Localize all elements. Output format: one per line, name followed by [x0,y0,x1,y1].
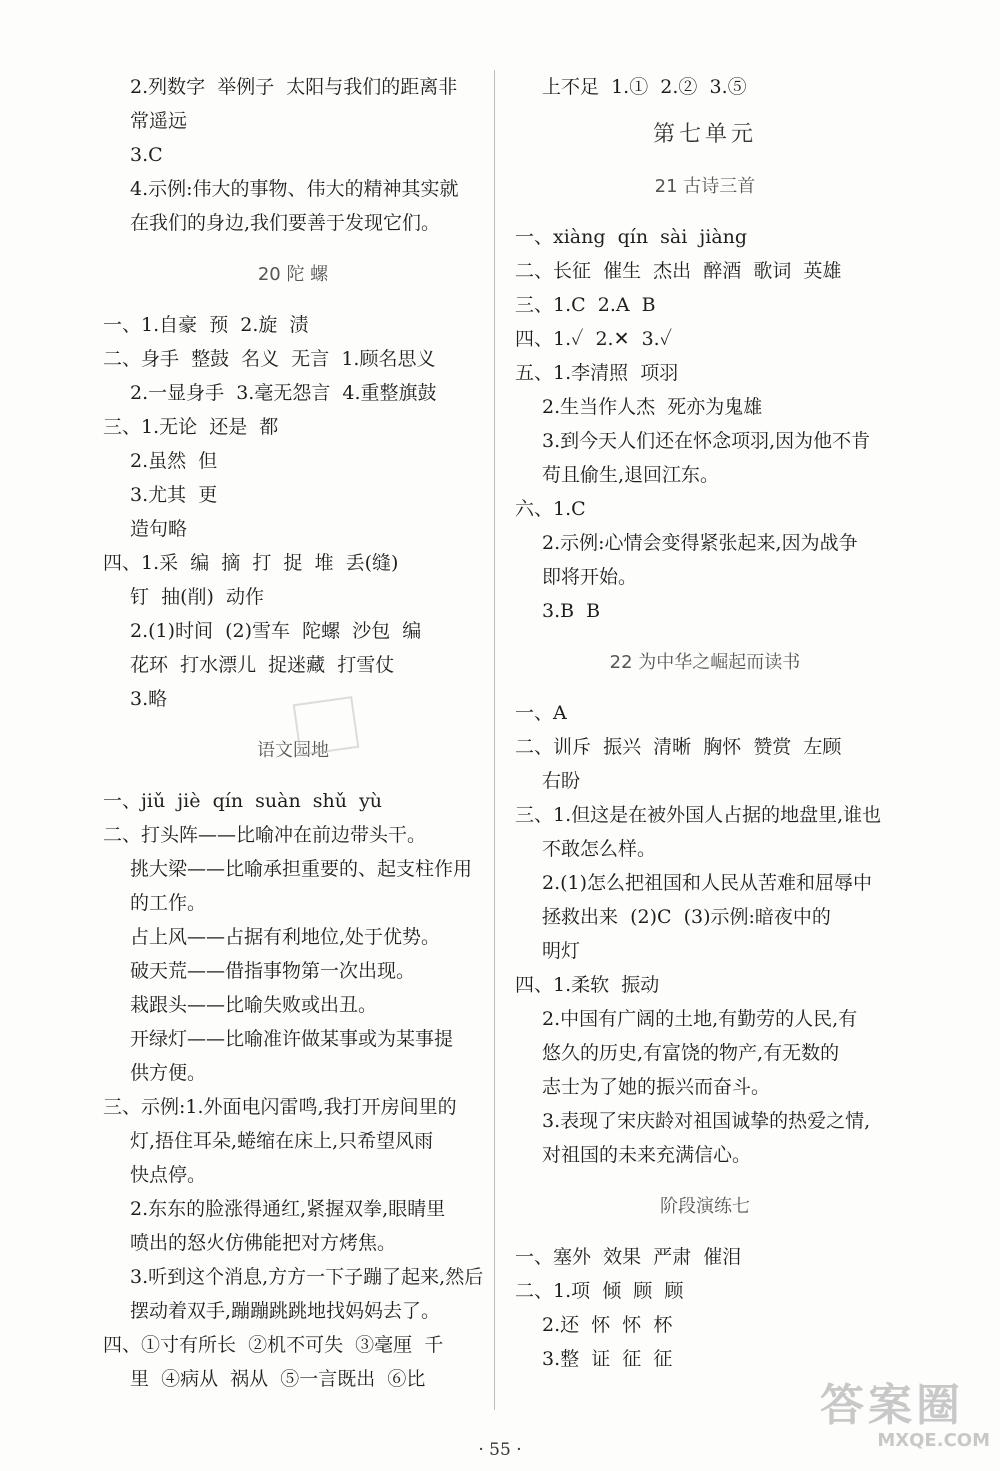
answer-line: 二、1.项 倾 顾 顾 [515,1280,684,1302]
answer-line: 3.B B [542,600,601,622]
left-column [103,70,483,1396]
answer-line: 2.中国有广阔的土地,有勤劳的人民,有 [542,1008,858,1030]
watermark-sub: MXQE.COM [877,1430,990,1451]
column-divider [494,70,495,1410]
answer-line: 五、1.李清照 项羽 [515,362,679,384]
answer-line: 即将开始。 [542,566,638,588]
answer-line: 供方便。 [130,1062,207,1084]
answer-line: 一、1.自豪 预 2.旋 渍 [103,314,309,336]
answer-line: 2.虽然 但 [130,450,218,472]
answer-line: 四、①寸有所长 ②机不可失 ③毫厘 千 [103,1334,444,1356]
answer-line: 2.生当作人杰 死亦为鬼雄 [542,396,763,418]
answer-line: 一、A [515,702,567,724]
page-number: · 55 · [478,1440,522,1460]
answer-line: 二、训斥 振兴 清晰 胸怀 赞赏 左顾 [515,736,842,758]
stamp-mark [293,696,360,756]
answer-line: 喷出的怒火仿佛能把对方烤焦。 [130,1232,397,1254]
answer-line: 二、身手 整鼓 名义 无言 1.顾名思义 [103,348,436,370]
answer-line: 苟且偷生,退回江东。 [542,464,720,486]
answer-line: 悠久的历史,有富饶的物产,有无数的 [542,1042,840,1064]
answer-line: 一、jiǔ jiè qín suàn shǔ yù [103,790,383,812]
answer-line: 三、1.C 2.A B [515,294,656,316]
answer-line: 挑大梁——比喻承担重要的、起支柱作用 [130,858,473,880]
answer-line: 四、1.✓ 2.✕ 3.✓ [515,328,672,350]
answer-line: 快点停。 [130,1164,207,1186]
right-column [515,70,895,1376]
answer-line: 右盼 [542,770,581,792]
answer-line: 钉 抽(削) 动作 [130,586,264,608]
answer-line: 明灯 [542,940,581,962]
answer-line: 2.(1)时间 (2)雪车 陀螺 沙包 编 [130,620,422,642]
answer-line: 上不足 1.① 2.② 3.⑤ [542,76,747,98]
answer-line: 二、长征 催生 杰出 醉酒 歌词 英雄 [515,260,842,282]
answer-line: 3.尤其 更 [130,484,218,506]
answer-line: 四、1.柔软 振动 [515,974,660,996]
answer-line: 2.东东的脸涨得通红,紧握双拳,眼睛里 [130,1198,446,1220]
answer-line: 对祖国的未来充满信心。 [542,1144,752,1166]
answer-line: 四、1.采 编 摘 打 捉 堆 丢(缝) [103,552,399,574]
answer-line: 3.听到这个消息,方方一下子蹦了起来,然后 [130,1266,484,1288]
answer-line: 不敢怎么样。 [542,838,657,860]
answer-line: 2.还 怀 怀 杯 [542,1314,673,1336]
watermark-logo [820,1381,990,1461]
answer-line: 灯,捂住耳朵,蜷缩在床上,只希望风雨 [130,1130,434,1152]
answer-line: 3.C [130,144,163,166]
answer-line: 常遥远 [130,110,188,132]
answer-line: 六、1.C [515,498,586,520]
answer-line: 造句略 [130,518,188,540]
answer-line: 3.整 证 征 征 [542,1348,673,1370]
answer-line: 一、xiàng qín sài jiàng [515,226,748,248]
answer-line: 三、1.无论 还是 都 [103,416,279,438]
section-title: 阶段演练七 [660,1196,750,1217]
answer-line: 在我们的身边,我们要善于发现它们。 [130,212,441,234]
answer-line: 的工作。 [130,892,207,914]
answer-line: 2.列数字 举例子 太阳与我们的距离非 [130,76,458,98]
answer-line: 志士为了她的振兴而奋斗。 [542,1076,771,1098]
answer-line: 三、1.但这是在被外国人占据的地盘里,谁也 [515,804,882,826]
answer-line: 2.一显身手 3.毫无怨言 4.重整旗鼓 [130,382,437,404]
answer-line: 占上风——占据有利地位,处于优势。 [130,926,441,948]
answer-line: 栽跟头——比喻失败或出丑。 [130,994,378,1016]
answer-line: 2.(1)怎么把祖国和人民从苦难和屈辱中 [542,872,873,894]
watermark-main: 答案圈 [820,1380,964,1431]
section-title: 21 古诗三首 [654,176,756,197]
answer-line: 2.示例:心情会变得紧张起来,因为战争 [542,532,858,554]
answer-line: 二、打头阵——比喻冲在前边带头干。 [103,824,427,846]
answer-line: 花环 打水漂儿 捉迷藏 打雪仗 [130,654,395,676]
answer-line: 里 ④病从 祸从 ⑤一言既出 ⑥比 [130,1368,426,1390]
answer-line: 一、塞外 效果 严肃 催泪 [515,1246,742,1268]
answer-line: 摆动着双手,蹦蹦跳跳地找妈妈去了。 [130,1300,441,1322]
answer-line: 开绿灯——比喻准许做某事或为某事提 [130,1028,454,1050]
answer-line: 三、示例:1.外面电闪雷鸣,我打开房间里的 [103,1096,457,1118]
section-title: 20 陀 螺 [257,264,329,285]
answer-line: 破天荒——借指事物第一次出现。 [130,960,416,982]
answer-line: 3.略 [130,688,168,710]
answer-line: 3.到今天人们还在怀念项羽,因为他不肯 [542,430,871,452]
answer-line: 4.示例:伟大的事物、伟大的精神其实就 [130,178,459,200]
section-title: 22 为中华之崛起而读书 [609,652,801,673]
answer-line: 3.表现了宋庆龄对祖国诚挚的热爱之情, [542,1110,871,1132]
answer-line: 拯救出来 (2)C (3)示例:暗夜中的 [542,906,831,928]
unit-title: 第七单元 [652,122,757,147]
section-title: 语文园地 [257,740,329,761]
